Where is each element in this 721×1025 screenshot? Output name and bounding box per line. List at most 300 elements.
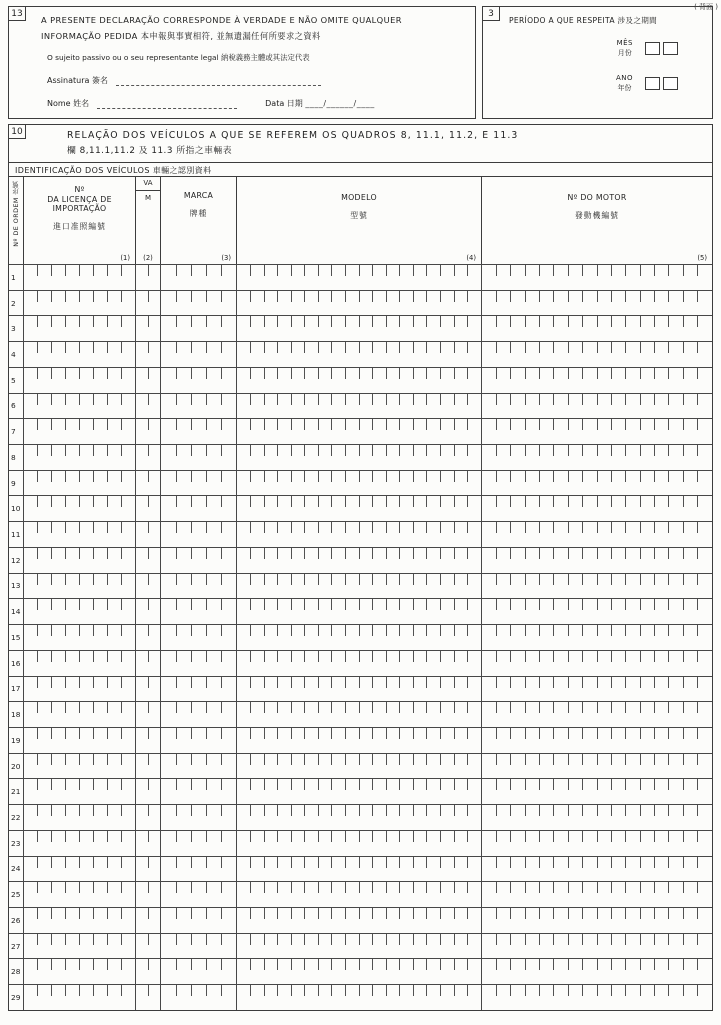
comb-field-va[interactable]	[136, 754, 161, 779]
char-cell	[66, 934, 80, 959]
char-cell	[454, 882, 468, 907]
char-cell	[161, 445, 176, 470]
char-cell	[427, 599, 441, 624]
comb-field-va[interactable]	[136, 625, 161, 650]
char-cell	[583, 574, 597, 599]
char-cell	[291, 599, 305, 624]
comb-field-va[interactable]	[136, 651, 161, 676]
comb-field-licenca[interactable]	[24, 805, 136, 830]
comb-field-modelo[interactable]	[237, 265, 482, 290]
name-line[interactable]	[97, 100, 237, 109]
comb-field-va[interactable]	[136, 882, 161, 907]
vehicle-row	[9, 367, 712, 393]
comb-field-licenca[interactable]	[24, 471, 136, 496]
char-cell	[346, 496, 360, 521]
comb-field-modelo[interactable]	[237, 548, 482, 573]
char-cell	[107, 754, 121, 779]
char-cell	[24, 394, 38, 419]
char-cell	[176, 934, 191, 959]
char-cell	[161, 831, 176, 856]
char-cell	[52, 265, 66, 290]
char-cell	[191, 445, 206, 470]
top-boxes	[8, 6, 713, 119]
comb-field-modelo[interactable]	[237, 805, 482, 830]
comb-field-marca[interactable]	[161, 677, 237, 702]
comb-field-licenca[interactable]	[24, 496, 136, 521]
comb-field-motor[interactable]	[482, 882, 712, 907]
char-cell	[176, 882, 191, 907]
char-cell	[583, 291, 597, 316]
comb-field-motor[interactable]	[482, 702, 712, 727]
comb-field-va[interactable]	[136, 445, 161, 470]
comb-field-va[interactable]	[136, 728, 161, 753]
comb-field-motor[interactable]	[482, 394, 712, 419]
char-cell	[554, 574, 568, 599]
char-cell	[305, 471, 319, 496]
char-cell	[554, 342, 568, 367]
comb-field-motor[interactable]	[482, 805, 712, 830]
comb-field-licenca[interactable]	[24, 419, 136, 444]
char-cell	[427, 548, 441, 573]
char-cell	[611, 934, 625, 959]
char-cell	[468, 368, 482, 393]
char-cell	[482, 651, 496, 676]
char-cell	[66, 831, 80, 856]
comb-field-modelo[interactable]	[237, 908, 482, 933]
char-cell	[386, 599, 400, 624]
comb-field-marca[interactable]	[161, 779, 237, 804]
char-cell	[38, 368, 52, 393]
char-cell	[698, 934, 712, 959]
order-label-zh: 序號	[12, 181, 20, 195]
comb-field-modelo[interactable]	[237, 394, 482, 419]
char-cell	[468, 291, 482, 316]
comb-field-licenca[interactable]	[24, 625, 136, 650]
char-cell	[278, 959, 292, 984]
char-cell	[346, 265, 360, 290]
comb-field-marca[interactable]	[161, 908, 237, 933]
vehicle-row	[9, 341, 712, 367]
comb-field-marca[interactable]	[161, 291, 237, 316]
comb-field-motor[interactable]	[482, 265, 712, 290]
char-cell	[597, 419, 611, 444]
row-number: 10	[9, 496, 24, 521]
comb-field-va[interactable]	[136, 677, 161, 702]
comb-field-va[interactable]	[136, 857, 161, 882]
char-cell	[427, 702, 441, 727]
char-cell	[359, 394, 373, 419]
comb-field-marca[interactable]	[161, 754, 237, 779]
comb-field-licenca[interactable]	[24, 779, 136, 804]
comb-field-motor[interactable]	[482, 677, 712, 702]
comb-field-licenca[interactable]	[24, 985, 136, 1010]
char-cell	[626, 548, 640, 573]
row-number: 19	[9, 728, 24, 753]
comb-field-marca[interactable]	[161, 625, 237, 650]
comb-field-modelo[interactable]	[237, 959, 482, 984]
char-cell	[373, 574, 387, 599]
char-cell	[332, 882, 346, 907]
comb-field-va[interactable]	[136, 394, 161, 419]
year-digit-boxes	[645, 77, 678, 90]
comb-field-licenca[interactable]	[24, 445, 136, 470]
comb-field-marca[interactable]	[161, 471, 237, 496]
comb-field-modelo[interactable]	[237, 471, 482, 496]
comb-field-motor[interactable]	[482, 599, 712, 624]
comb-field-modelo[interactable]	[237, 754, 482, 779]
char-cell	[237, 702, 251, 727]
comb-field-modelo[interactable]	[237, 496, 482, 521]
char-cell	[440, 265, 454, 290]
char-cell	[540, 471, 554, 496]
char-cell	[540, 882, 554, 907]
vehicle-row	[9, 753, 712, 779]
char-cell	[373, 882, 387, 907]
char-cell	[400, 599, 414, 624]
comb-field-va[interactable]	[136, 548, 161, 573]
comb-field-marca[interactable]	[161, 651, 237, 676]
comb-field-va[interactable]	[136, 805, 161, 830]
char-cell	[291, 651, 305, 676]
comb-field-motor[interactable]	[482, 471, 712, 496]
comb-field-motor[interactable]	[482, 908, 712, 933]
char-cell	[373, 857, 387, 882]
comb-field-marca[interactable]	[161, 702, 237, 727]
comb-field-modelo[interactable]	[237, 342, 482, 367]
char-cell	[611, 677, 625, 702]
char-cell	[66, 754, 80, 779]
comb-field-motor[interactable]	[482, 779, 712, 804]
comb-field-modelo[interactable]	[237, 985, 482, 1010]
comb-field-motor[interactable]	[482, 934, 712, 959]
comb-field-modelo[interactable]	[237, 728, 482, 753]
comb-field-modelo[interactable]	[237, 934, 482, 959]
comb-field-va[interactable]	[136, 934, 161, 959]
comb-field-marca[interactable]	[161, 882, 237, 907]
comb-field-motor[interactable]	[482, 754, 712, 779]
comb-field-motor[interactable]	[482, 316, 712, 341]
year-digit-box[interactable]	[645, 77, 660, 90]
comb-field-va[interactable]	[136, 985, 161, 1010]
char-cell	[251, 291, 265, 316]
char-cell	[237, 625, 251, 650]
column-footnote-1: (1)	[120, 254, 130, 262]
comb-field-licenca[interactable]	[24, 574, 136, 599]
char-cell	[440, 908, 454, 933]
comb-field-marca[interactable]	[161, 548, 237, 573]
comb-field-modelo[interactable]	[237, 625, 482, 650]
char-cell	[373, 702, 387, 727]
char-cell	[346, 728, 360, 753]
date-blank-field[interactable]: ____/______/____	[305, 99, 375, 109]
comb-field-marca[interactable]	[161, 857, 237, 882]
comb-field-marca[interactable]	[161, 959, 237, 984]
char-cell	[626, 728, 640, 753]
column-header-order	[9, 177, 24, 264]
row-number: 8	[9, 445, 24, 470]
comb-field-modelo[interactable]	[237, 857, 482, 882]
comb-field-modelo[interactable]	[237, 419, 482, 444]
comb-field-va[interactable]	[136, 522, 161, 547]
char-cell	[278, 316, 292, 341]
char-cell	[66, 625, 80, 650]
char-cell	[611, 728, 625, 753]
char-cell	[468, 985, 482, 1010]
char-cell	[251, 779, 265, 804]
month-digit-box[interactable]	[663, 42, 678, 55]
comb-field-modelo[interactable]	[237, 522, 482, 547]
signature-line[interactable]	[116, 77, 321, 86]
comb-field-motor[interactable]	[482, 625, 712, 650]
comb-field-motor[interactable]	[482, 548, 712, 573]
char-cell	[413, 599, 427, 624]
char-cell	[107, 934, 121, 959]
comb-field-marca[interactable]	[161, 728, 237, 753]
char-cell	[554, 985, 568, 1010]
comb-field-marca[interactable]	[161, 522, 237, 547]
comb-field-va[interactable]	[136, 496, 161, 521]
comb-field-modelo[interactable]	[237, 779, 482, 804]
comb-field-va[interactable]	[136, 291, 161, 316]
comb-field-marca[interactable]	[161, 265, 237, 290]
comb-field-marca[interactable]	[161, 934, 237, 959]
comb-field-modelo[interactable]	[237, 882, 482, 907]
char-cell	[454, 754, 468, 779]
char-cell	[640, 599, 654, 624]
char-cell	[52, 908, 66, 933]
comb-field-motor[interactable]	[482, 857, 712, 882]
char-cell	[38, 548, 52, 573]
comb-field-motor[interactable]	[482, 728, 712, 753]
char-cell	[683, 831, 697, 856]
comb-field-motor[interactable]	[482, 445, 712, 470]
char-cell	[611, 419, 625, 444]
comb-field-modelo[interactable]	[237, 677, 482, 702]
char-cell	[24, 805, 38, 830]
char-cell	[206, 548, 221, 573]
comb-field-va[interactable]	[136, 831, 161, 856]
comb-field-licenca[interactable]	[24, 882, 136, 907]
char-cell	[221, 291, 236, 316]
char-cell	[400, 677, 414, 702]
comb-field-modelo[interactable]	[237, 316, 482, 341]
comb-field-motor[interactable]	[482, 985, 712, 1010]
char-cell	[264, 805, 278, 830]
comb-field-va[interactable]	[136, 574, 161, 599]
comb-field-va[interactable]	[136, 419, 161, 444]
char-cell	[332, 625, 346, 650]
char-cell	[373, 496, 387, 521]
char-cell	[496, 728, 510, 753]
char-cell	[278, 805, 292, 830]
comb-field-va[interactable]	[136, 368, 161, 393]
char-cell	[66, 291, 80, 316]
comb-field-licenca[interactable]	[24, 728, 136, 753]
comb-field-modelo[interactable]	[237, 368, 482, 393]
comb-field-motor[interactable]	[482, 651, 712, 676]
comb-field-licenca[interactable]	[24, 959, 136, 984]
char-cell	[386, 985, 400, 1010]
comb-field-motor[interactable]	[482, 831, 712, 856]
char-cell	[554, 471, 568, 496]
char-cell	[413, 471, 427, 496]
char-cell	[482, 548, 496, 573]
comb-field-licenca[interactable]	[24, 368, 136, 393]
comb-field-modelo[interactable]	[237, 651, 482, 676]
char-cell	[359, 702, 373, 727]
char-cell	[176, 805, 191, 830]
comb-field-modelo[interactable]	[237, 574, 482, 599]
char-cell	[454, 934, 468, 959]
char-cell	[206, 779, 221, 804]
char-cell	[511, 779, 525, 804]
comb-field-licenca[interactable]	[24, 316, 136, 341]
char-cell	[136, 471, 148, 496]
comb-field-licenca[interactable]	[24, 831, 136, 856]
comb-field-motor[interactable]	[482, 419, 712, 444]
comb-field-motor[interactable]	[482, 496, 712, 521]
char-cell	[482, 342, 496, 367]
char-cell	[346, 445, 360, 470]
char-cell	[597, 779, 611, 804]
comb-field-motor[interactable]	[482, 522, 712, 547]
year-digit-box[interactable]	[663, 77, 678, 90]
char-cell	[373, 959, 387, 984]
comb-field-licenca[interactable]	[24, 548, 136, 573]
comb-field-va[interactable]	[136, 265, 161, 290]
char-cell	[413, 625, 427, 650]
comb-field-va[interactable]	[136, 779, 161, 804]
char-cell	[568, 779, 582, 804]
comb-field-va[interactable]	[136, 702, 161, 727]
comb-field-va[interactable]	[136, 471, 161, 496]
char-cell	[148, 574, 160, 599]
month-digit-box[interactable]	[645, 42, 660, 55]
char-cell	[305, 625, 319, 650]
comb-field-marca[interactable]	[161, 496, 237, 521]
comb-field-marca[interactable]	[161, 368, 237, 393]
char-cell	[400, 522, 414, 547]
char-cell	[554, 882, 568, 907]
char-cell	[511, 291, 525, 316]
char-cell	[176, 394, 191, 419]
char-cell	[669, 779, 683, 804]
comb-field-modelo[interactable]	[237, 702, 482, 727]
char-cell	[482, 419, 496, 444]
comb-field-licenca[interactable]	[24, 291, 136, 316]
char-cell	[161, 548, 176, 573]
comb-field-va[interactable]	[136, 342, 161, 367]
char-cell	[655, 625, 669, 650]
char-cell	[413, 522, 427, 547]
comb-field-va[interactable]	[136, 599, 161, 624]
char-cell	[38, 805, 52, 830]
vehicle-row	[9, 830, 712, 856]
char-cell	[468, 651, 482, 676]
char-cell	[454, 316, 468, 341]
char-cell	[386, 857, 400, 882]
comb-field-modelo[interactable]	[237, 831, 482, 856]
comb-field-motor[interactable]	[482, 574, 712, 599]
comb-field-licenca[interactable]	[24, 599, 136, 624]
comb-field-motor[interactable]	[482, 291, 712, 316]
char-cell	[655, 857, 669, 882]
char-cell	[346, 754, 360, 779]
char-cell	[454, 625, 468, 650]
char-cell	[540, 265, 554, 290]
char-cell	[305, 728, 319, 753]
char-cell	[400, 471, 414, 496]
comb-field-va[interactable]	[136, 908, 161, 933]
comb-field-licenca[interactable]	[24, 754, 136, 779]
comb-field-motor[interactable]	[482, 368, 712, 393]
comb-field-motor[interactable]	[482, 959, 712, 984]
comb-field-marca[interactable]	[161, 599, 237, 624]
char-cell	[251, 754, 265, 779]
char-cell	[38, 291, 52, 316]
comb-field-motor[interactable]	[482, 342, 712, 367]
comb-field-marca[interactable]	[161, 574, 237, 599]
char-cell	[221, 368, 236, 393]
comb-field-marca[interactable]	[161, 831, 237, 856]
comb-field-licenca[interactable]	[24, 342, 136, 367]
char-cell	[80, 651, 94, 676]
comb-field-licenca[interactable]	[24, 651, 136, 676]
comb-field-modelo[interactable]	[237, 599, 482, 624]
comb-field-licenca[interactable]	[24, 394, 136, 419]
char-cell	[525, 265, 539, 290]
char-cell	[525, 625, 539, 650]
comb-field-marca[interactable]	[161, 445, 237, 470]
comb-field-marca[interactable]	[161, 419, 237, 444]
char-cell	[669, 677, 683, 702]
comb-field-modelo[interactable]	[237, 291, 482, 316]
comb-field-licenca[interactable]	[24, 522, 136, 547]
comb-field-va[interactable]	[136, 316, 161, 341]
char-cell	[359, 445, 373, 470]
comb-field-modelo[interactable]	[237, 445, 482, 470]
char-cell	[264, 394, 278, 419]
comb-field-licenca[interactable]	[24, 908, 136, 933]
char-cell	[264, 857, 278, 882]
comb-field-marca[interactable]	[161, 805, 237, 830]
char-cell	[305, 368, 319, 393]
char-cell	[291, 882, 305, 907]
identification-bar: IDENTIFICAÇÃO DOS VEÍCULOS 車輛之認別資料	[9, 162, 712, 176]
char-cell	[655, 419, 669, 444]
comb-field-marca[interactable]	[161, 342, 237, 367]
char-cell	[525, 394, 539, 419]
char-cell	[373, 728, 387, 753]
comb-field-licenca[interactable]	[24, 265, 136, 290]
comb-field-marca[interactable]	[161, 394, 237, 419]
comb-field-va[interactable]	[136, 959, 161, 984]
char-cell	[24, 548, 38, 573]
comb-field-licenca[interactable]	[24, 702, 136, 727]
char-cell	[251, 342, 265, 367]
comb-field-marca[interactable]	[161, 985, 237, 1010]
char-cell	[346, 548, 360, 573]
comb-field-marca[interactable]	[161, 316, 237, 341]
char-cell	[400, 548, 414, 573]
char-cell	[583, 857, 597, 882]
char-cell	[683, 857, 697, 882]
char-cell	[176, 599, 191, 624]
comb-field-licenca[interactable]	[24, 677, 136, 702]
comb-field-licenca[interactable]	[24, 857, 136, 882]
comb-field-licenca[interactable]	[24, 934, 136, 959]
char-cell	[540, 625, 554, 650]
